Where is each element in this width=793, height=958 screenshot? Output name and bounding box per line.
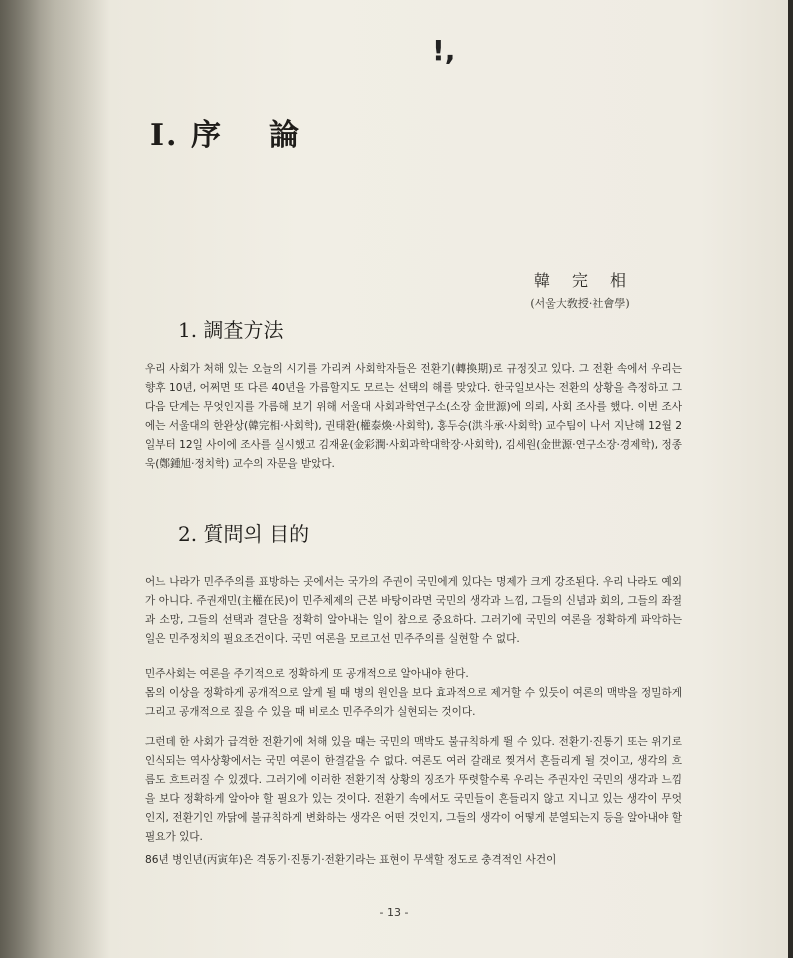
chapter-number: I. (150, 118, 179, 153)
binding-gutter-shadow (0, 0, 110, 958)
purpose-paragraph-5: 86년 병인년(丙寅年)은 격동기·진통기·전환기라는 표현이 무색할 정도로 충격적인 사건이 (145, 854, 557, 866)
author-name: 韓完相 (533, 271, 648, 290)
chapter-title-char-2: 論 (268, 118, 301, 153)
author-block (500, 268, 660, 311)
purpose-paragraph-2: 민주사회는 여론을 주기적으로 정확하게 또 공개적으로 알아내야 한다. (145, 668, 469, 680)
purpose-paragraph-3: 몸의 이상을 정확하게 공개적으로 알게 될 때 병의 원인을 보다 효과적으로 제거할 수 있듯이 여론의 맥박을 정밀하게 그리고 공개적으로 짚을 수 있을 때 비로소 민주주의가 실현되는 것이다. (145, 687, 682, 719)
author-affiliation: (서울大敎授·社會學) (530, 297, 630, 310)
methods-paragraph: 우리 사회가 처해 있는 오늘의 시기를 가리켜 사회학자들은 전환기(轉換期)로 규정짓고 있다. 그 전환 속에서 우리는 향후 10년, 어쩌면 또 다른 40년을 가름할지도 모르는 선택의 해를 맞았다. 한국일보사는 전환의 상황을 측정하고 그 다음 단계는 무엇인지를 가름해 보기 위해 서울대 사회과학연구소(소장 金世源)에 의뢰, 사회 조사를 했다. 이번 조사에는 서울대의 한완상(韓完相·사회학), 권태환(權泰煥·사회학), 홍두승(洪斗承·사회학) 교수팀이 나서 지난해 12월 2일부터 12일 사이에 조사를 실시했고 김재윤(金彩潤·사회과학대학장·사회학), 김세원(金世源·연구소장·경제학), 정종욱(鄭鍾旭·정치학) 교수의 자문을 받았다. (145, 363, 682, 471)
purpose-paragraph-1: 어느 나라가 민주주의를 표방하는 곳에서는 국가의 주권이 국민에게 있다는 명제가 크게 강조된다. 우리 나라도 예외가 아니다. 주권재민(主權在民)이 민주체제의 근본 바탕이라면 국민의 생각과 느낌, 그들의 신념과 회의, 그들의 좌절과 소망, 그들의 선택과 결단을 정확히 알아내는 일이 참으로 중요하다. 그러기에 국민의 여론을 정확하게 파악하는 일은 민주정치의 필요조건이다. 국민 여론을 모르고선 민주주의를 실현할 수 없다. (145, 576, 682, 646)
chapter-title-char-1: 序 (190, 118, 223, 153)
section-heading-methods: 1. 調査方法 (178, 318, 284, 342)
chapter-title (150, 110, 301, 154)
handwritten-mark: !, (432, 34, 456, 67)
section-heading-purpose: 2. 質問의 目的 (178, 522, 310, 546)
purpose-paragraph-4: 그런데 한 사회가 급격한 전환기에 처해 있을 때는 국민의 맥박도 불규칙하게 뛸 수 있다. 전환기·진통기 또는 위기로 인식되는 역사상황에서는 국민 여론이 한결같을 수 없다. 여론도 여러 갈래로 찢겨서 흔들리게 될 것이고, 생각의 흐름도 흐트러질 수 있겠다. 그러기에 이러한 전환기적 상황의 징조가 뚜렷할수록 우리는 주권자인 국민의 생각과 느낌을 보다 정확하게 알아야 할 필요가 있는 것이다. 전환기 속에서도 국민들이 흔들리지 않고 지니고 있는 생각이 무엇인지, 전환기인 까닭에 불규칙하게 변화하는 생각은 어떤 것인지, 그들의 생각이 어떻게 분열되는지 등을 알아내야 할 필요가 있다. (145, 736, 682, 844)
page-number: - 13 - (379, 906, 409, 919)
